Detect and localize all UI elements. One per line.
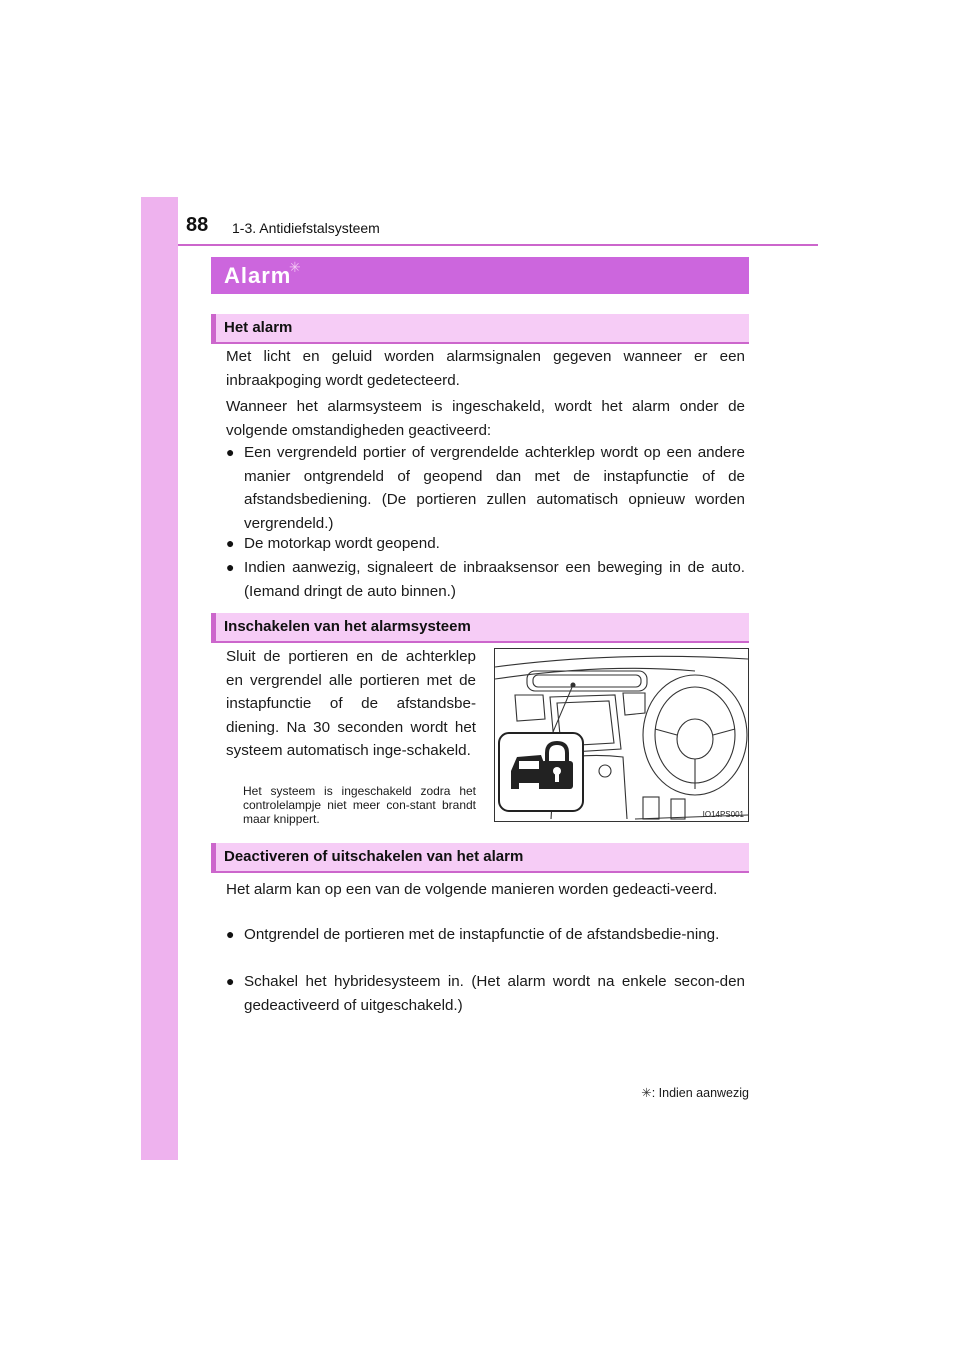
paragraph-deactivation: Het alarm kan op een van de volgende manieren worden gedeacti-veerd. <box>226 881 718 898</box>
heading-inschakelen-label: Inschakelen van het alarmsysteem <box>224 618 471 635</box>
bullet-icon: ● <box>226 559 235 575</box>
list-item-text: Schakel het hybridesysteem in. (Het alarm wordt na enkele secon-den gedeactiveerd of uitgeschakeld.) <box>244 973 745 1014</box>
car-lock-indicator-icon <box>499 733 583 811</box>
page-title: Alarm <box>224 263 292 288</box>
dashboard-illustration <box>494 648 749 822</box>
heading-het-alarm-label: Het alarm <box>224 319 293 336</box>
asterisk-icon: ✳ <box>641 1086 652 1100</box>
side-band <box>141 197 178 1160</box>
activation-note: Het systeem is ingeschakeld zodra het controlelampje niet meer con-stant brandt maar knippert. <box>243 784 476 826</box>
bullet-icon: ● <box>226 926 235 942</box>
bullet-icon: ● <box>226 535 235 551</box>
list-item-text: Ontgrendel de portieren met de instapfunctie of de afstandsbedie-ning. <box>244 926 720 943</box>
bullet-icon: ● <box>226 973 235 989</box>
section-reference: 1-3. Antidiefstalsysteem <box>232 220 380 236</box>
list-item-text: Indien aanwezig, signaleert de inbraaksensor een beweging in de auto. (Iemand dringt de auto binnen.) <box>244 559 745 600</box>
footnote <box>632 1085 749 1100</box>
list-item <box>226 441 745 535</box>
list-item <box>226 532 745 556</box>
title-bar <box>211 257 749 294</box>
dashboard-drawing <box>495 649 748 821</box>
heading-deactiveren-label: Deactiveren of uitschakelen van het alarm <box>224 848 524 865</box>
list-item-text: De motorkap wordt geopend. <box>244 535 440 552</box>
header-rule <box>178 244 818 246</box>
list-item <box>226 556 745 603</box>
list-item <box>226 970 745 1017</box>
paragraph-activation: Sluit de portieren en de achterklep en vergrendel alle portieren met de instapfunctie of de afstandsbe-diening. Na 30 seconden wordt het systeem automatisch inge-schakeld. <box>226 648 476 759</box>
heading-het-alarm <box>211 314 749 344</box>
footnote-text: : Indien aanwezig <box>651 1086 749 1100</box>
list-item <box>226 923 745 947</box>
image-code: IO14PS001 <box>702 810 744 819</box>
list-item-text: Een vergrendeld portier of vergrendelde achterklep wordt op een andere manier ontgrendeld of geopend dan met de instapfunctie of de afstandsbediening. (De portieren zullen automatisch opnieuw worden vergrendeld.) <box>244 444 745 532</box>
page-number: 88 <box>186 214 209 236</box>
paragraph-intro: Met licht en geluid worden alarmsignalen gegeven wanneer er een inbraakpoging wordt gedetecteerd. <box>226 348 745 389</box>
heading-deactiveren <box>211 843 749 873</box>
paragraph-conditions: Wanneer het alarmsysteem is ingeschakeld, wordt het alarm onder de volgende omstandigheden geactiveerd: <box>226 398 745 439</box>
heading-inschakelen <box>211 613 749 643</box>
bullet-icon: ● <box>226 444 235 460</box>
asterisk-icon: ✳ <box>289 259 301 275</box>
